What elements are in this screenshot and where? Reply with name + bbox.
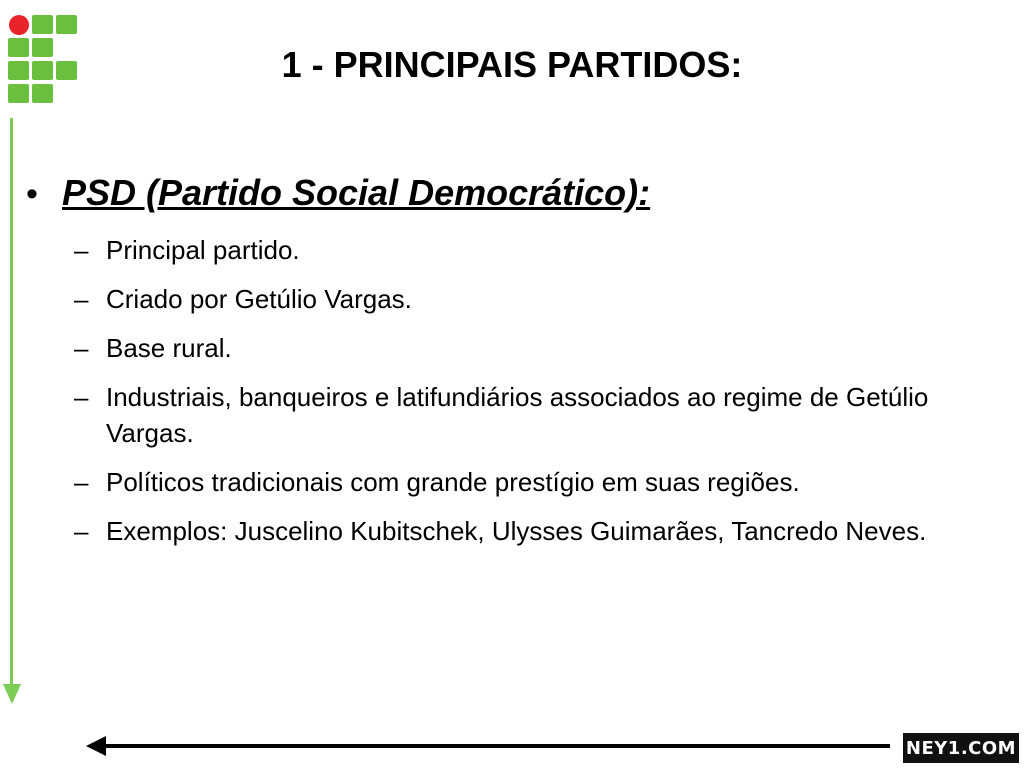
logo-square: [8, 84, 29, 103]
list-item-text: Industriais, banqueiros e latifundiários associados ao regime de Getúlio Vargas.: [106, 382, 929, 448]
list-item-text: Base rural.: [106, 333, 232, 363]
list-item: [74, 464, 1004, 500]
bullet-dot-icon: •: [26, 175, 38, 213]
dash-icon: –: [74, 516, 89, 546]
logo-square: [32, 15, 53, 34]
logo-red-circle: [9, 15, 29, 35]
list-item-text: Exemplos: Juscelino Kubitschek, Ulysses Guimarães, Tancredo Neves.: [106, 516, 927, 546]
horizontal-nav-line: [100, 744, 890, 748]
list-item: [74, 281, 1004, 317]
watermark-badge: NEY1.COM: [903, 733, 1019, 763]
dash-icon: –: [74, 284, 89, 314]
logo-square: [32, 84, 53, 103]
dash-icon: –: [74, 467, 89, 497]
main-bullet: [26, 172, 650, 214]
list-item: [74, 232, 1004, 268]
dash-icon: –: [74, 235, 89, 265]
slide-title: 1 - PRINCIPAIS PARTIDOS:: [281, 44, 743, 85]
vertical-guide-line: [10, 118, 13, 690]
dash-icon: –: [74, 382, 89, 412]
bullet-heading: PSD (Partido Social Democrático):: [62, 172, 651, 213]
list-item-text: Políticos tradicionais com grande prestígio em suas regiões.: [106, 467, 800, 497]
list-item-text: Criado por Getúlio Vargas.: [106, 284, 412, 314]
list-item-text: Principal partido.: [106, 235, 300, 265]
list-item: [74, 513, 1004, 549]
list-item: [74, 379, 1004, 451]
down-arrow-icon: [3, 684, 21, 704]
logo-square: [56, 15, 77, 34]
dash-icon: –: [74, 333, 89, 363]
list-item: [74, 330, 1004, 366]
sub-item-list: [74, 232, 1004, 562]
